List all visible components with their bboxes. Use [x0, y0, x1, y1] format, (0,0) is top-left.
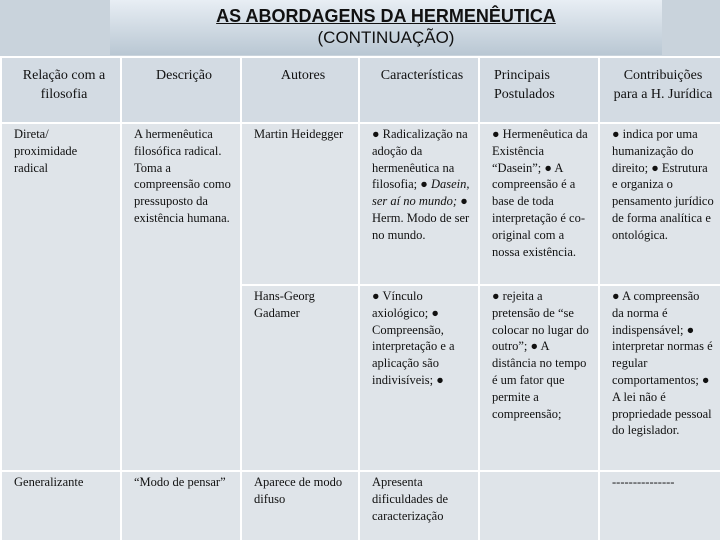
header-relacao: Relação com a filosofia	[1, 57, 121, 123]
cell-descricao-heidegger: A hermenêutica filosófica radical. Toma a compreensão como pressuposto da existência humana.	[121, 123, 241, 471]
title-sub: (CONTINUAÇÃO)	[317, 28, 455, 47]
cell-autor-generalizante: Aparece de modo difuso	[241, 471, 359, 541]
header-postulados: Principais Postulados	[479, 57, 599, 123]
cell-relacao-generalizante: Generalizante	[1, 471, 121, 541]
caract-item-1: ● Radicalização na adoção da hermenêutica na filosofia;	[372, 127, 468, 192]
cell-postulados-gadamer: ● rejeita a pretensão de “se colocar no lugar do outro”; ● A distância no tempo é um fator que permite a compreensão;	[479, 285, 599, 471]
cell-descricao-generalizante: “Modo de pensar”	[121, 471, 241, 541]
cell-caracteristicas-gadamer: ● Vínculo axiológico; ● Compreensão, interpretação e a aplicação são indivisíveis; ●	[359, 285, 479, 471]
cell-contribuicoes-generalizante: ---------------	[599, 471, 720, 541]
cell-caracteristicas-heidegger	[359, 123, 479, 285]
header-row	[1, 57, 720, 123]
header-autores: Autores	[241, 57, 359, 123]
cell-postulados-heidegger: ● Hermenêutica da Existência “Dasein”; ● A compreensão é a base de toda interpretação é co-original com a nossa existência.	[479, 123, 599, 285]
hermeneutics-table	[0, 56, 720, 542]
cell-contribuicoes-heidegger: ● indica por uma humanização do direito; ● Estrutura e organiza o pensamento jurídico de forma analítica e ontológica.	[599, 123, 720, 285]
caract-item-3: ● Herm. Modo de ser no mundo.	[372, 194, 470, 242]
header-descricao: Descrição	[121, 57, 241, 123]
slide-title	[110, 0, 662, 55]
cell-contribuicoes-gadamer: ● A compreensão da norma é indispensável; ● interpretar normas é regular comportamentos; ● A lei não é propriedade pessoal do legislador.	[599, 285, 720, 471]
cell-caracteristicas-generalizante: Apresenta dificuldades de caracterização	[359, 471, 479, 541]
table-row-generalizante	[1, 471, 720, 541]
cell-relacao-direta: Direta/ proximidade radical	[1, 123, 121, 471]
header-caracteristicas: Características	[359, 57, 479, 123]
title-main: AS ABORDAGENS DA HERMENÊUTICA	[216, 6, 556, 26]
header-contribuicoes: Contribuições para a H. Jurídica	[599, 57, 720, 123]
caract-item-2: ● Dasein, ser aí no mundo;	[372, 177, 470, 209]
cell-postulados-generalizante	[479, 471, 599, 541]
table-row-heidegger	[1, 123, 720, 285]
cell-autor-heidegger: Martin Heidegger	[241, 123, 359, 285]
cell-autor-gadamer: Hans-Georg Gadamer	[241, 285, 359, 471]
